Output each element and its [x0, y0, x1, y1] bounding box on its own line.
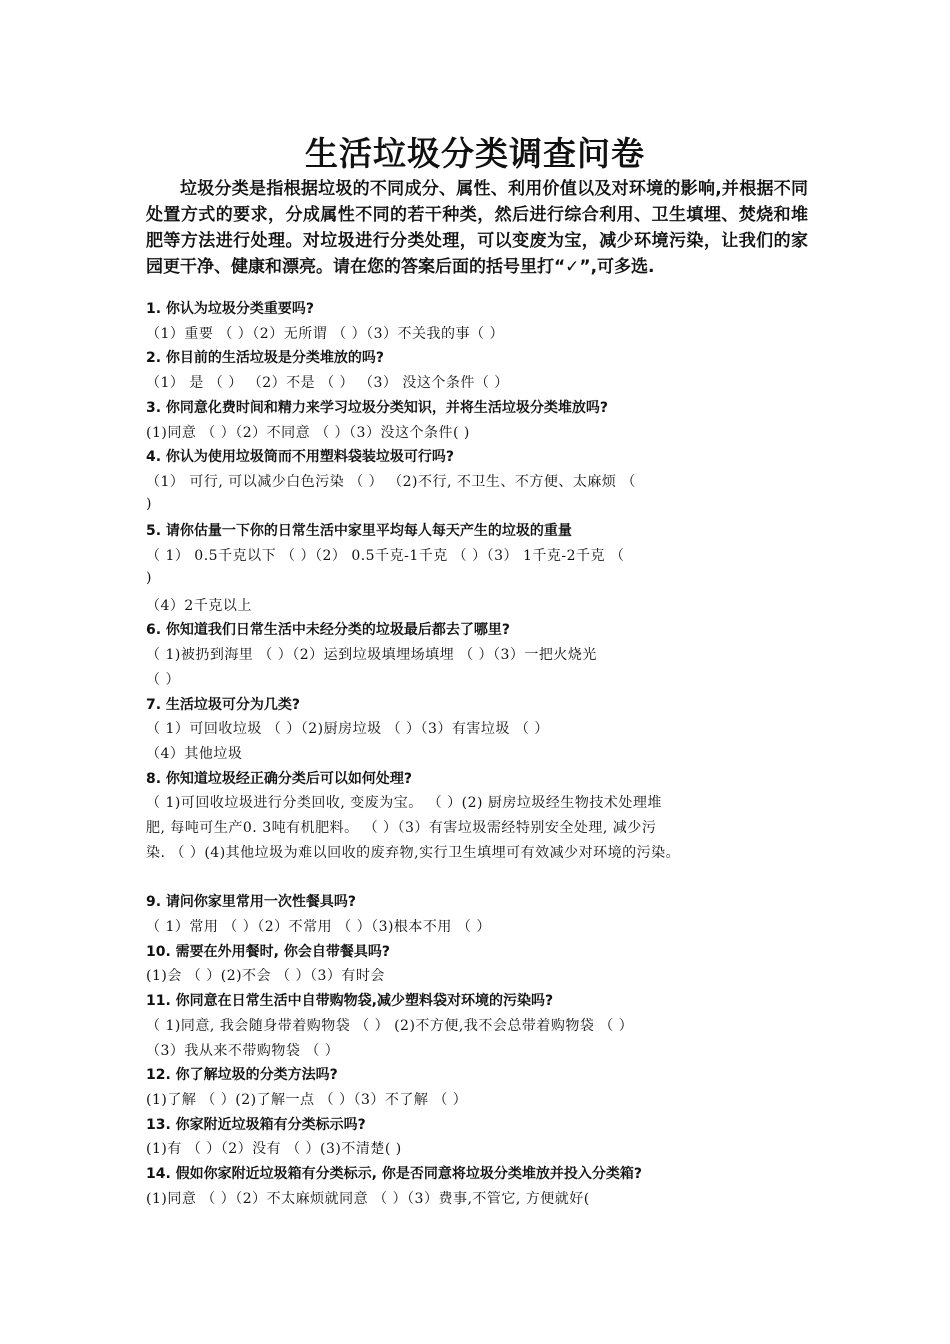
- question-text: 13. 你家附近垃圾箱有分类标示吗?: [146, 1116, 366, 1133]
- question-text: 3. 你同意化费时间和精力来学习垃圾分类知识，并将生活垃圾分类堆放吗?: [146, 399, 609, 416]
- question-text: 4. 你认为使用垃圾筒而不用塑料袋装垃圾可行吗?: [146, 449, 455, 466]
- page-title: 生活垃圾分类调查问卷: [305, 134, 645, 173]
- question-text: 5. 请你估量一下你的日常生活中家里平均每人每天产生的垃圾的重量: [146, 523, 572, 540]
- answer-options: （1） 是 （ ） （2）不是 （ ） （3） 没这个条件（ ）: [146, 375, 509, 392]
- answer-options: (1)同意 （ ）（2）不同意 （ ）（3）没这个条件( ): [146, 424, 470, 441]
- answer-options: （4）其他垃圾: [146, 745, 243, 762]
- answer-options: （ 1)可回收垃圾进行分类回收, 变废为宝。 （ ）(2) 厨房垃圾经生物技术处理堆: [146, 795, 662, 812]
- question-text: 14. 假如你家附近垃圾箱有分类标示, 你是否同意将垃圾分类堆放并投入分类箱?: [146, 1166, 642, 1183]
- answer-options: （1）重要 （ ）（2）无所谓 （ ）（3）不关我的事（ ）: [146, 325, 504, 342]
- answer-options: (1)有 （ ）（2）没有 （ ）(3)不清楚( ): [146, 1141, 402, 1158]
- answer-options: (1)会 （ ）(2)不会 （ ）（3）有时会: [146, 968, 385, 985]
- answer-options: （1） 可行, 可以减少白色污染 （ ） （2)不行, 不卫生、不方便、太麻烦 （: [146, 474, 636, 491]
- answer-options: ): [146, 569, 152, 586]
- question-text: 2. 你目前的生活垃圾是分类堆放的吗?: [146, 350, 385, 367]
- answer-options: ): [146, 495, 152, 512]
- answer-options: （4）2千克以上: [146, 597, 252, 614]
- answer-options: (1)了解 （ ）(2)了解一点 （ ）（3）不了解 （ ）: [146, 1092, 468, 1109]
- answer-options: （ 1)被扔到海里 （ ）（2）运到垃圾填埋场填埋 （ ）（3）一把火烧光: [146, 647, 597, 664]
- question-text: 8. 你知道垃圾经正确分类后可以如何处理?: [146, 770, 413, 787]
- answer-options: （ ）: [146, 671, 180, 688]
- answer-options: 肥, 每吨可生产0. 3吨有机肥料。 （ ）（3）有害垃圾需经特别安全处理, 减少污: [146, 820, 657, 837]
- answer-options: （ 1）常用 （ ）（2）不常用 （ ）（3)根本不用 （ ）: [146, 919, 491, 935]
- question-text: 9. 请问你家里常用一次性餐具吗?: [146, 894, 357, 911]
- question-text: 12. 你了解垃圾的分类方法吗?: [146, 1067, 338, 1084]
- answer-options: 染. （ ）(4)其他垃圾为难以回收的废弃物,实行卫生填埋可有效减少对环境的污染。: [146, 844, 681, 861]
- intro-paragraph: 垃圾分类是指根据垃圾的不同成分、属性、利用价值以及对环境的影响,并根据不同处置方式的要求，分成属性不同的若干种类，然后进行综合利用、卫生填埋、焚烧和堆肥等方法进行处理。对垃圾进行分类处理，可以变废为宝，减少环境污染，让我们的家园更干净、健康和漂亮。请在您的答案后面的括号里打“✓”,可多选.: [146, 179, 808, 277]
- answer-options: （ 1）可回收垃圾 （ ）（2)厨房垃圾 （ ）（3）有害垃圾 （ ）: [146, 721, 549, 738]
- answer-options: （ 1） 0.5千克以下 （ ）（2） 0.5千克-1千克 （ ）（3） 1千克-2千克 （: [146, 548, 625, 565]
- question-text: 10. 需要在外用餐时, 你会自带餐具吗?: [146, 943, 390, 960]
- question-text: 1. 你认为垃圾分类重要吗?: [146, 301, 315, 317]
- question-text: 6. 你知道我们日常生活中未经分类的垃圾最后都去了哪里?: [146, 622, 511, 639]
- answer-options: （3）我从来不带购物袋 （ ）: [146, 1042, 340, 1059]
- question-text: 7. 生活垃圾可分为几类?: [146, 696, 301, 713]
- answer-options: （ 1)同意, 我会随身带着购物袋 （ ） (2)不方便,我不会总带着购物袋 （ ）: [146, 1017, 634, 1034]
- answer-options: (1)同意 （ ）（2）不太麻烦就同意 （ ）（3）费事,不管它, 方便就好(: [146, 1190, 590, 1207]
- question-text: 11. 你同意在日常生活中自带购物袋,减少塑料袋对环境的污染吗?: [146, 993, 554, 1010]
